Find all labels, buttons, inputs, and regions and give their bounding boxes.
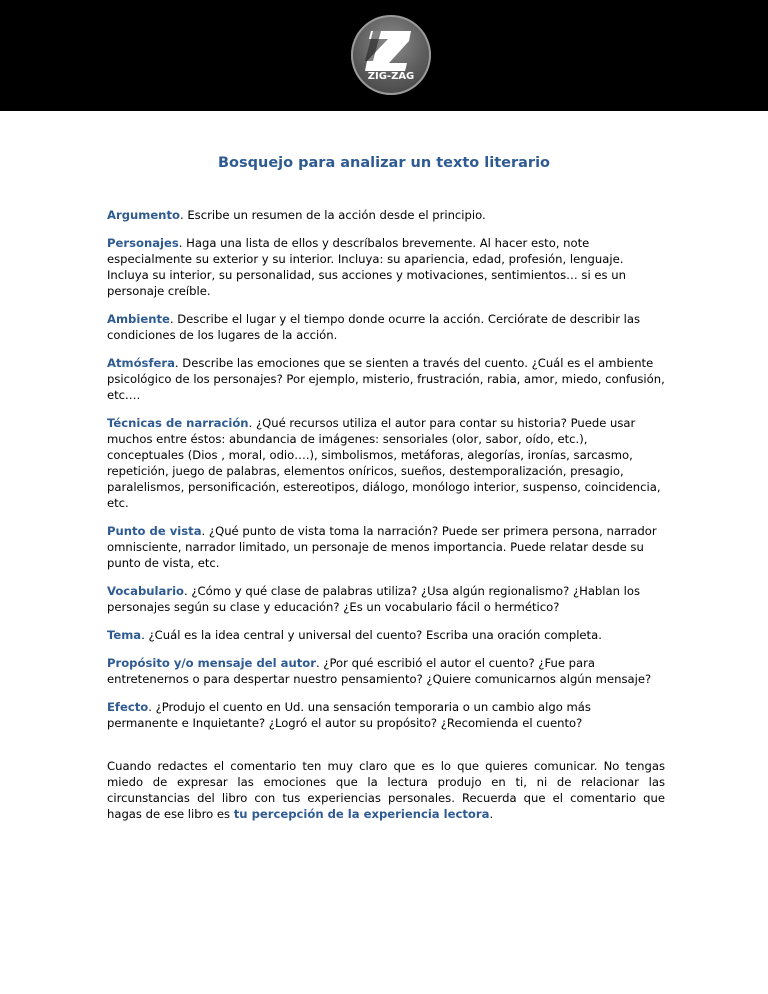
section-term: Propósito y/o mensaje del autor: [107, 656, 316, 670]
section-term: Vocabulario: [107, 584, 185, 598]
section-term: Punto de vista: [107, 524, 202, 538]
section-term: Efecto: [107, 700, 149, 714]
section-personajes: [107, 235, 665, 299]
section-term: Técnicas de narración: [107, 416, 249, 430]
section-text: . ¿Cómo y qué clase de palabras utiliza? ¿Usa algún regionalismo? ¿Hablan los personajes según su clase y educación? ¿Es un vocabulario fácil o hermético?: [107, 584, 641, 614]
section-text: . Describe el lugar y el tiempo donde ocurre la acción. Cerciórate de describir las condiciones de los lugares de la acción.: [107, 312, 641, 342]
section-text: . ¿Qué recursos utiliza el autor para contar su historia? Puede usar muchos entre éstos: abundancia de imágenes: sensoriales (olor, sabor, oído, etc.), conceptuales (Dios , moral, odio….), simbolismos, metáforas, alegorías, ironías, sarcasmo, repetición, juego de palabras, elementos oníricos, sueños, destemporalización, presagio, paralelismos, personificación, estereotipos, diálogo, monólogo interior, suspenso, coincidencia, etc.: [107, 416, 661, 510]
section-argumento: [107, 207, 665, 223]
section-term: Personajes: [107, 236, 179, 250]
section-term: Atmósfera: [107, 356, 175, 370]
section-text: . ¿Cuál es la idea central y universal del cuento? Escriba una oración completa.: [141, 628, 602, 642]
section-vocabulario: [107, 583, 665, 615]
closing-highlight: tu percepción de la experiencia lectora: [233, 807, 490, 821]
section-efecto: [107, 699, 665, 731]
zig-zag-logo-icon: [351, 15, 431, 95]
closing-paragraph: [107, 758, 665, 822]
closing-end: .: [489, 807, 494, 821]
section-text: . ¿Qué punto de vista toma la narración? Puede ser primera persona, narrador omnisciente, narrador limitado, un personaje de menos importancia. Puede relatar desde su punto de vista, etc.: [107, 524, 657, 570]
section-text: . ¿Por qué escribió el autor el cuento? ¿Fue para entretenernos o para despertar nuestro pensamiento? ¿Quiere comunicarnos algún mensaje?: [107, 656, 652, 686]
section-term: Tema: [107, 628, 142, 642]
section-proposito: [107, 655, 665, 687]
section-ambiente: [107, 311, 665, 343]
header-band: [0, 0, 768, 111]
logo-text: ZIG-ZAG: [367, 71, 415, 82]
section-text: . Escribe un resumen de la acción desde el principio.: [179, 208, 486, 222]
section-text: . ¿Produjo el cuento en Ud. una sensación temporaria o un cambio algo más permanente e Inquietante? ¿Logró el autor su propósito? ¿Recomienda el cuento?: [107, 700, 591, 730]
zig-zag-logo: [351, 15, 431, 95]
section-tema: [107, 627, 665, 643]
section-term: Ambiente: [107, 312, 170, 326]
section-punto-de-vista: [107, 523, 665, 571]
closing-text: Cuando redactes el comentario ten muy claro que es lo que quieres comunicar. No tengas miedo de expresar las emociones que la lectura produjo en ti, ni de relacionar las circunstancias del libro con tus experiencias personales. Recuerda que el comentario que hagas de ese libro es: [107, 759, 665, 821]
document-body: [107, 207, 665, 834]
document-title: Bosquejo para analizar un texto literario: [217, 155, 551, 171]
section-text: . Describe las emociones que se sienten a través del cuento. ¿Cuál es el ambiente psicológico de los personajes? Por ejemplo, misterio, frustración, rabia, amor, miedo, confusión, etc.…: [107, 356, 665, 402]
section-atmosfera: [107, 355, 665, 403]
section-text: . Haga una lista de ellos y descríbalos brevemente. Al hacer esto, note especialmente su exterior y su interior. Incluya: su apariencia, edad, profesión, lenguaje. Incluya su interior, su personalidad, sus acciones y motivaciones, sentimientos… si es un personaje creíble.: [107, 236, 626, 298]
section-tecnicas-de-narracion: [107, 415, 665, 511]
section-term: Argumento: [107, 208, 180, 222]
